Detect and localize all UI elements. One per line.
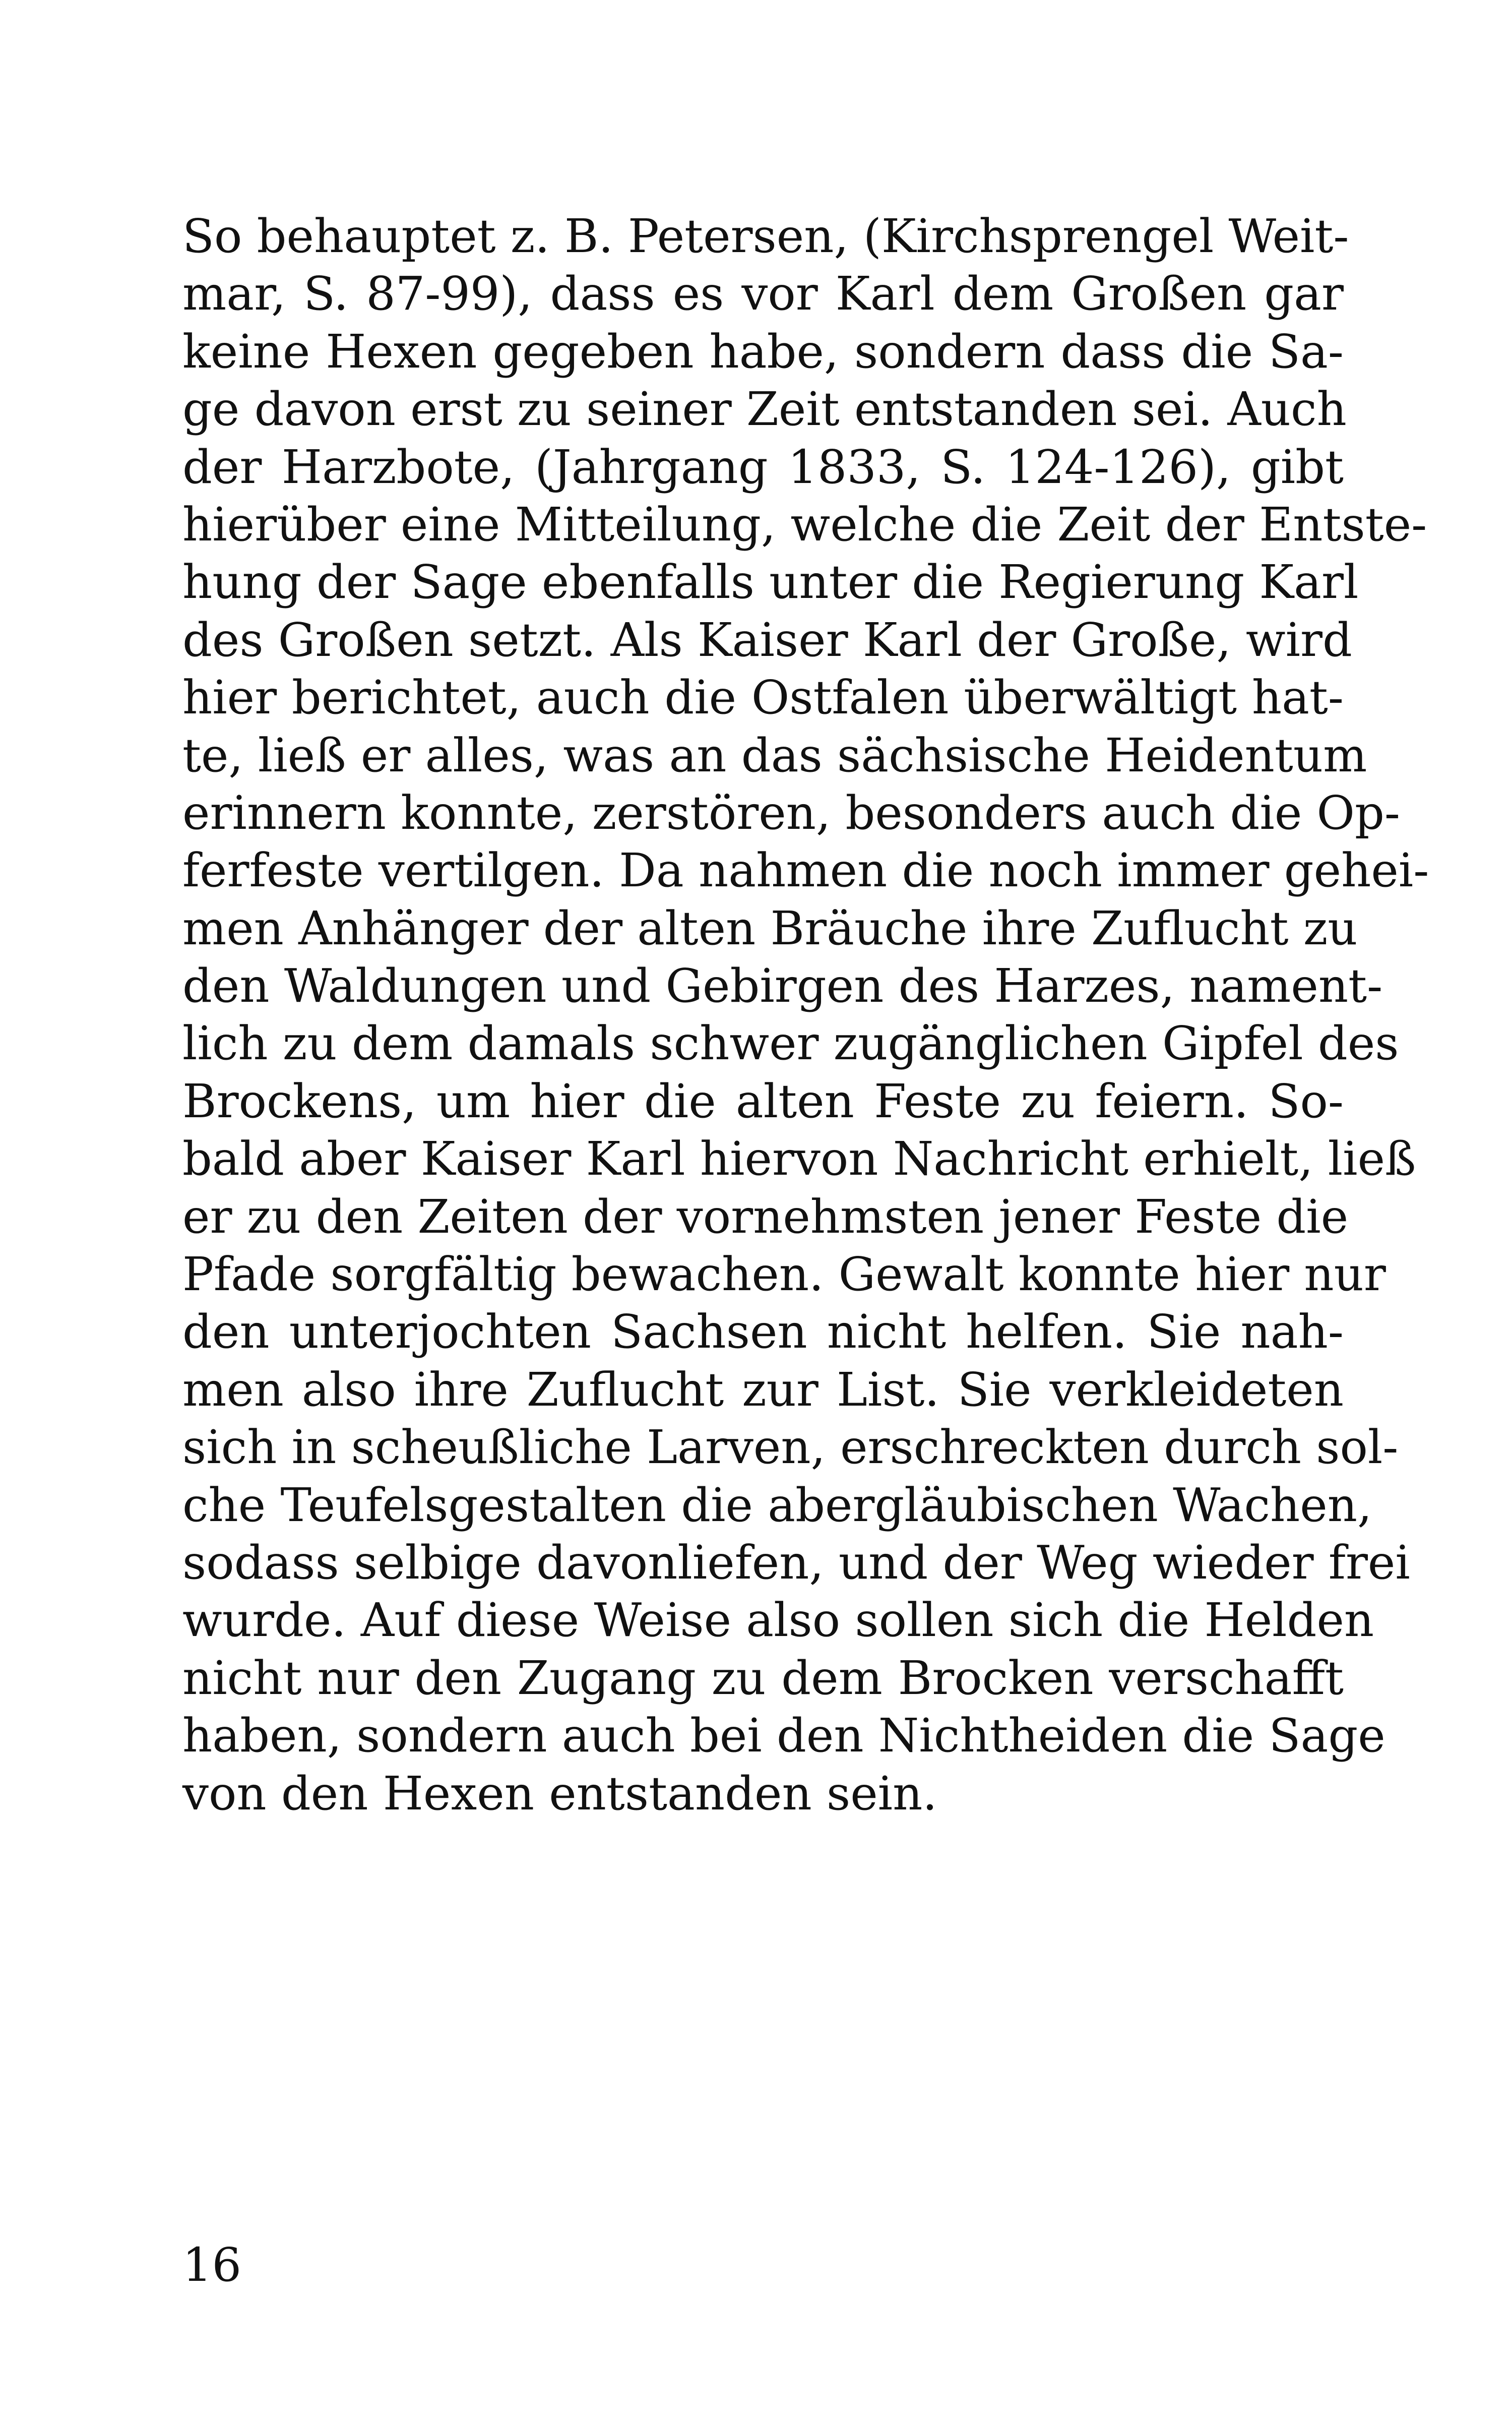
text-line: sich in scheußliche Larven, erschreckten durch sol- [182,1420,1399,1475]
text-line: des Großen setzt. Als Kaiser Karl der Große, wird [182,613,1352,667]
text-line: Pfade sorgfältig bewachen. Gewalt konnte hier nur [182,1247,1386,1302]
text-line: ferfeste vertilgen. Da nahmen die noch immer gehei- [182,843,1429,898]
text-line: che Teufelsgestalten die abergläubischen Wachen, [182,1478,1372,1532]
body-text [182,208,1429,1823]
text-line: hung der Sage ebenfalls unter die Regierung Karl [182,555,1359,610]
text-line: Brockens, um hier die alten Feste zu feiern. So- [182,1074,1344,1128]
text-line: der Harzbote, (Jahrgang 1833, S. 124-126), gibt [182,440,1344,494]
text-line: nicht nur den Zugang zu dem Brocken verschafft [182,1651,1344,1705]
text-line: den Waldungen und Gebirgen des Harzes, nament- [182,959,1383,1013]
text-line: bald aber Kaiser Karl hiervon Nachricht erhielt, ließ [182,1132,1416,1186]
text-line: men Anhänger der alten Bräuche ihre Zuflucht zu [182,901,1358,955]
text-line: men also ihre Zuflucht zur List. Sie verkleideten [182,1362,1344,1417]
page-number: 16 [182,2238,242,2292]
text-line: So behauptet z. B. Petersen, (Kirchsprengel Weit- [182,209,1349,263]
text-line: haben, sondern auch bei den Nichtheiden die Sage [182,1709,1385,1763]
text-line: hier berichtet, auch die Ostfalen überwältigt hat- [182,671,1344,725]
text-line: er zu den Zeiten der vornehmsten jener Feste die [182,1189,1349,1244]
text-line: keine Hexen gegeben habe, sondern dass die Sa- [182,324,1344,379]
text-line: den unterjochten Sachsen nicht helfen. Sie nah- [182,1305,1344,1359]
text-line: te, ließ er alles, was an das sächsische Heidentum [182,728,1367,782]
text-line: lich zu dem damals schwer zugänglichen Gipfel des [182,1016,1399,1071]
text-line: ge davon erst zu seiner Zeit entstanden sei. Auch [182,382,1347,437]
text-line: hierüber eine Mitteilung, welche die Zeit der Entste- [182,497,1427,552]
text-line: mar, S. 87-99), dass es vor Karl dem Großen gar [182,267,1344,321]
text-line: sodass selbige davonliefen, und der Weg wieder frei [182,1535,1410,1590]
text-line: erinnern konnte, zerstören, besonders auch die Op- [182,785,1400,840]
text-line: wurde. Auf diese Weise also sollen sich die Helden [182,1593,1374,1648]
text-line-last: von den Hexen entstanden sein. [182,1766,937,1821]
